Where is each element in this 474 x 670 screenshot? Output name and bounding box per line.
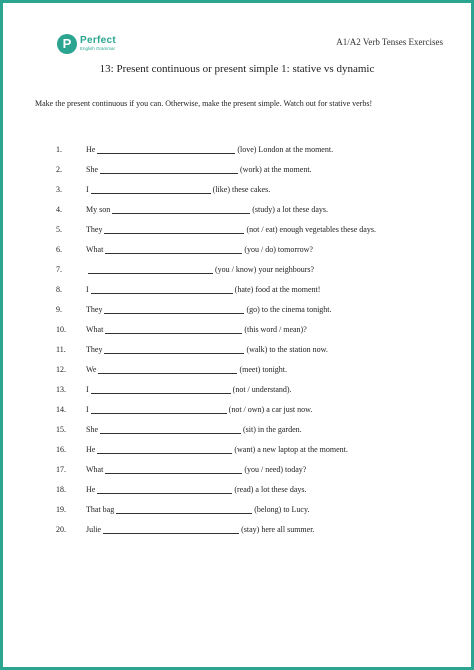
exercise-item <box>56 519 376 539</box>
answer-blank[interactable] <box>91 405 227 414</box>
exercise-subject: That bag <box>86 504 115 514</box>
exercise-subject: I <box>86 284 89 294</box>
exercise-subject: He <box>86 484 96 494</box>
exercise-item <box>56 399 376 419</box>
exercise-item <box>56 439 376 459</box>
exercise-item <box>56 159 376 179</box>
exercise-list <box>56 139 376 539</box>
answer-blank[interactable] <box>104 305 244 314</box>
exercise-item <box>56 359 376 379</box>
exercise-hint: (sit) in the garden. <box>243 424 302 434</box>
exercise-number: 14. <box>56 404 66 414</box>
answer-blank[interactable] <box>103 525 239 534</box>
exercise-item <box>56 259 376 279</box>
exercise-number: 15. <box>56 424 66 434</box>
answer-blank[interactable] <box>88 265 213 274</box>
exercise-hint: (love) London at the moment. <box>237 144 334 154</box>
exercise-subject: My son <box>86 204 111 214</box>
exercise-hint: (not / own) a car just now. <box>228 404 313 414</box>
exercise-hint: (work) at the moment. <box>240 164 312 174</box>
exercise-subject: She <box>86 164 98 174</box>
exercise-hint: (study) a lot these days. <box>252 204 328 214</box>
exercise-item <box>56 219 376 239</box>
exercise-subject: They <box>86 344 103 354</box>
exercise-subject: We <box>86 364 97 374</box>
exercise-number: 10. <box>56 324 66 334</box>
answer-blank[interactable] <box>105 465 242 474</box>
answer-blank[interactable] <box>104 345 244 354</box>
exercise-number: 1. <box>56 144 62 154</box>
logo-subtitle: English Grammar <box>80 46 116 52</box>
exercise-number: 17. <box>56 464 66 474</box>
exercise-subject: He <box>86 444 96 454</box>
exercise-hint: (hate) food at the moment! <box>234 284 321 294</box>
exercise-item <box>56 319 376 339</box>
answer-blank[interactable] <box>104 225 244 234</box>
exercise-item <box>56 239 376 259</box>
answer-blank[interactable] <box>100 425 241 434</box>
exercise-item <box>56 459 376 479</box>
exercise-subject: What <box>86 324 104 334</box>
brand-logo <box>57 33 116 55</box>
exercise-hint: (you / need) today? <box>244 464 307 474</box>
exercise-hint: (meet) tonight. <box>239 364 288 374</box>
page-title: 13: Present continuous or present simple 1: stative vs dynamic <box>99 63 375 75</box>
exercise-subject: What <box>86 464 104 474</box>
exercise-item <box>56 279 376 299</box>
answer-blank[interactable] <box>100 165 238 174</box>
exercise-number: 13. <box>56 384 66 394</box>
exercise-hint: (stay) here all summer. <box>241 524 315 534</box>
answer-blank[interactable] <box>91 285 233 294</box>
answer-blank[interactable] <box>112 205 250 214</box>
exercise-number: 11. <box>56 344 66 354</box>
header-category: A1/A2 Verb Tenses Exercises <box>336 37 443 47</box>
exercise-number: 12. <box>56 364 66 374</box>
exercise-item <box>56 179 376 199</box>
exercise-hint: (you / know) your neighbours? <box>215 264 315 274</box>
logo-icon: P <box>57 34 77 54</box>
answer-blank[interactable] <box>105 325 242 334</box>
instructions: Make the present continuous if you can. Otherwise, make the present simple. Watch out for stative verbs! <box>35 99 373 108</box>
exercise-hint: (read) a lot these days. <box>234 484 307 494</box>
exercise-subject: She <box>86 424 98 434</box>
answer-blank[interactable] <box>105 245 242 254</box>
exercise-subject: I <box>86 384 89 394</box>
exercise-hint: (belong) to Lucy. <box>254 504 310 514</box>
exercise-number: 19. <box>56 504 66 514</box>
exercise-item <box>56 479 376 499</box>
exercise-hint: (not / understand). <box>232 384 292 394</box>
exercise-hint: (walk) to the station now. <box>246 344 328 354</box>
exercise-hint: (this word / mean)? <box>244 324 307 334</box>
answer-blank[interactable] <box>97 445 232 454</box>
exercise-hint: (you / do) tomorrow? <box>244 244 313 254</box>
exercise-item <box>56 499 376 519</box>
exercise-number: 5. <box>56 224 62 234</box>
exercise-hint: (not / eat) enough vegetables these days. <box>246 224 376 234</box>
exercise-number: 6. <box>56 244 62 254</box>
logo-word: Perfect <box>80 35 117 47</box>
answer-blank[interactable] <box>97 145 235 154</box>
answer-blank[interactable] <box>91 385 231 394</box>
exercise-subject: What <box>86 244 104 254</box>
exercise-subject: Julie <box>86 524 102 534</box>
exercise-item <box>56 299 376 319</box>
answer-blank[interactable] <box>97 485 232 494</box>
exercise-item <box>56 419 376 439</box>
exercise-item <box>56 199 376 219</box>
exercise-number: 4. <box>56 204 62 214</box>
answer-blank[interactable] <box>116 505 252 514</box>
worksheet-page <box>9 9 465 661</box>
exercise-hint: (like) these cakes. <box>212 184 271 194</box>
exercise-number: 9. <box>56 304 62 314</box>
exercise-subject: They <box>86 224 103 234</box>
exercise-number: 8. <box>56 284 62 294</box>
exercise-subject: They <box>86 304 103 314</box>
exercise-subject: He <box>86 144 96 154</box>
exercise-hint: (want) a new laptop at the moment. <box>234 444 348 454</box>
exercise-number: 16. <box>56 444 66 454</box>
exercise-number: 7. <box>56 264 62 274</box>
exercise-subject: I <box>86 404 89 414</box>
exercise-item <box>56 139 376 159</box>
exercise-subject: I <box>86 184 89 194</box>
exercise-hint: (go) to the cinema tonight. <box>246 304 332 314</box>
exercise-item <box>56 339 376 359</box>
exercise-number: 18. <box>56 484 66 494</box>
exercise-number: 2. <box>56 164 62 174</box>
exercise-number: 20. <box>56 524 66 534</box>
exercise-number: 3. <box>56 184 62 194</box>
exercise-item <box>56 379 376 399</box>
answer-blank[interactable] <box>91 185 211 194</box>
answer-blank[interactable] <box>98 365 237 374</box>
